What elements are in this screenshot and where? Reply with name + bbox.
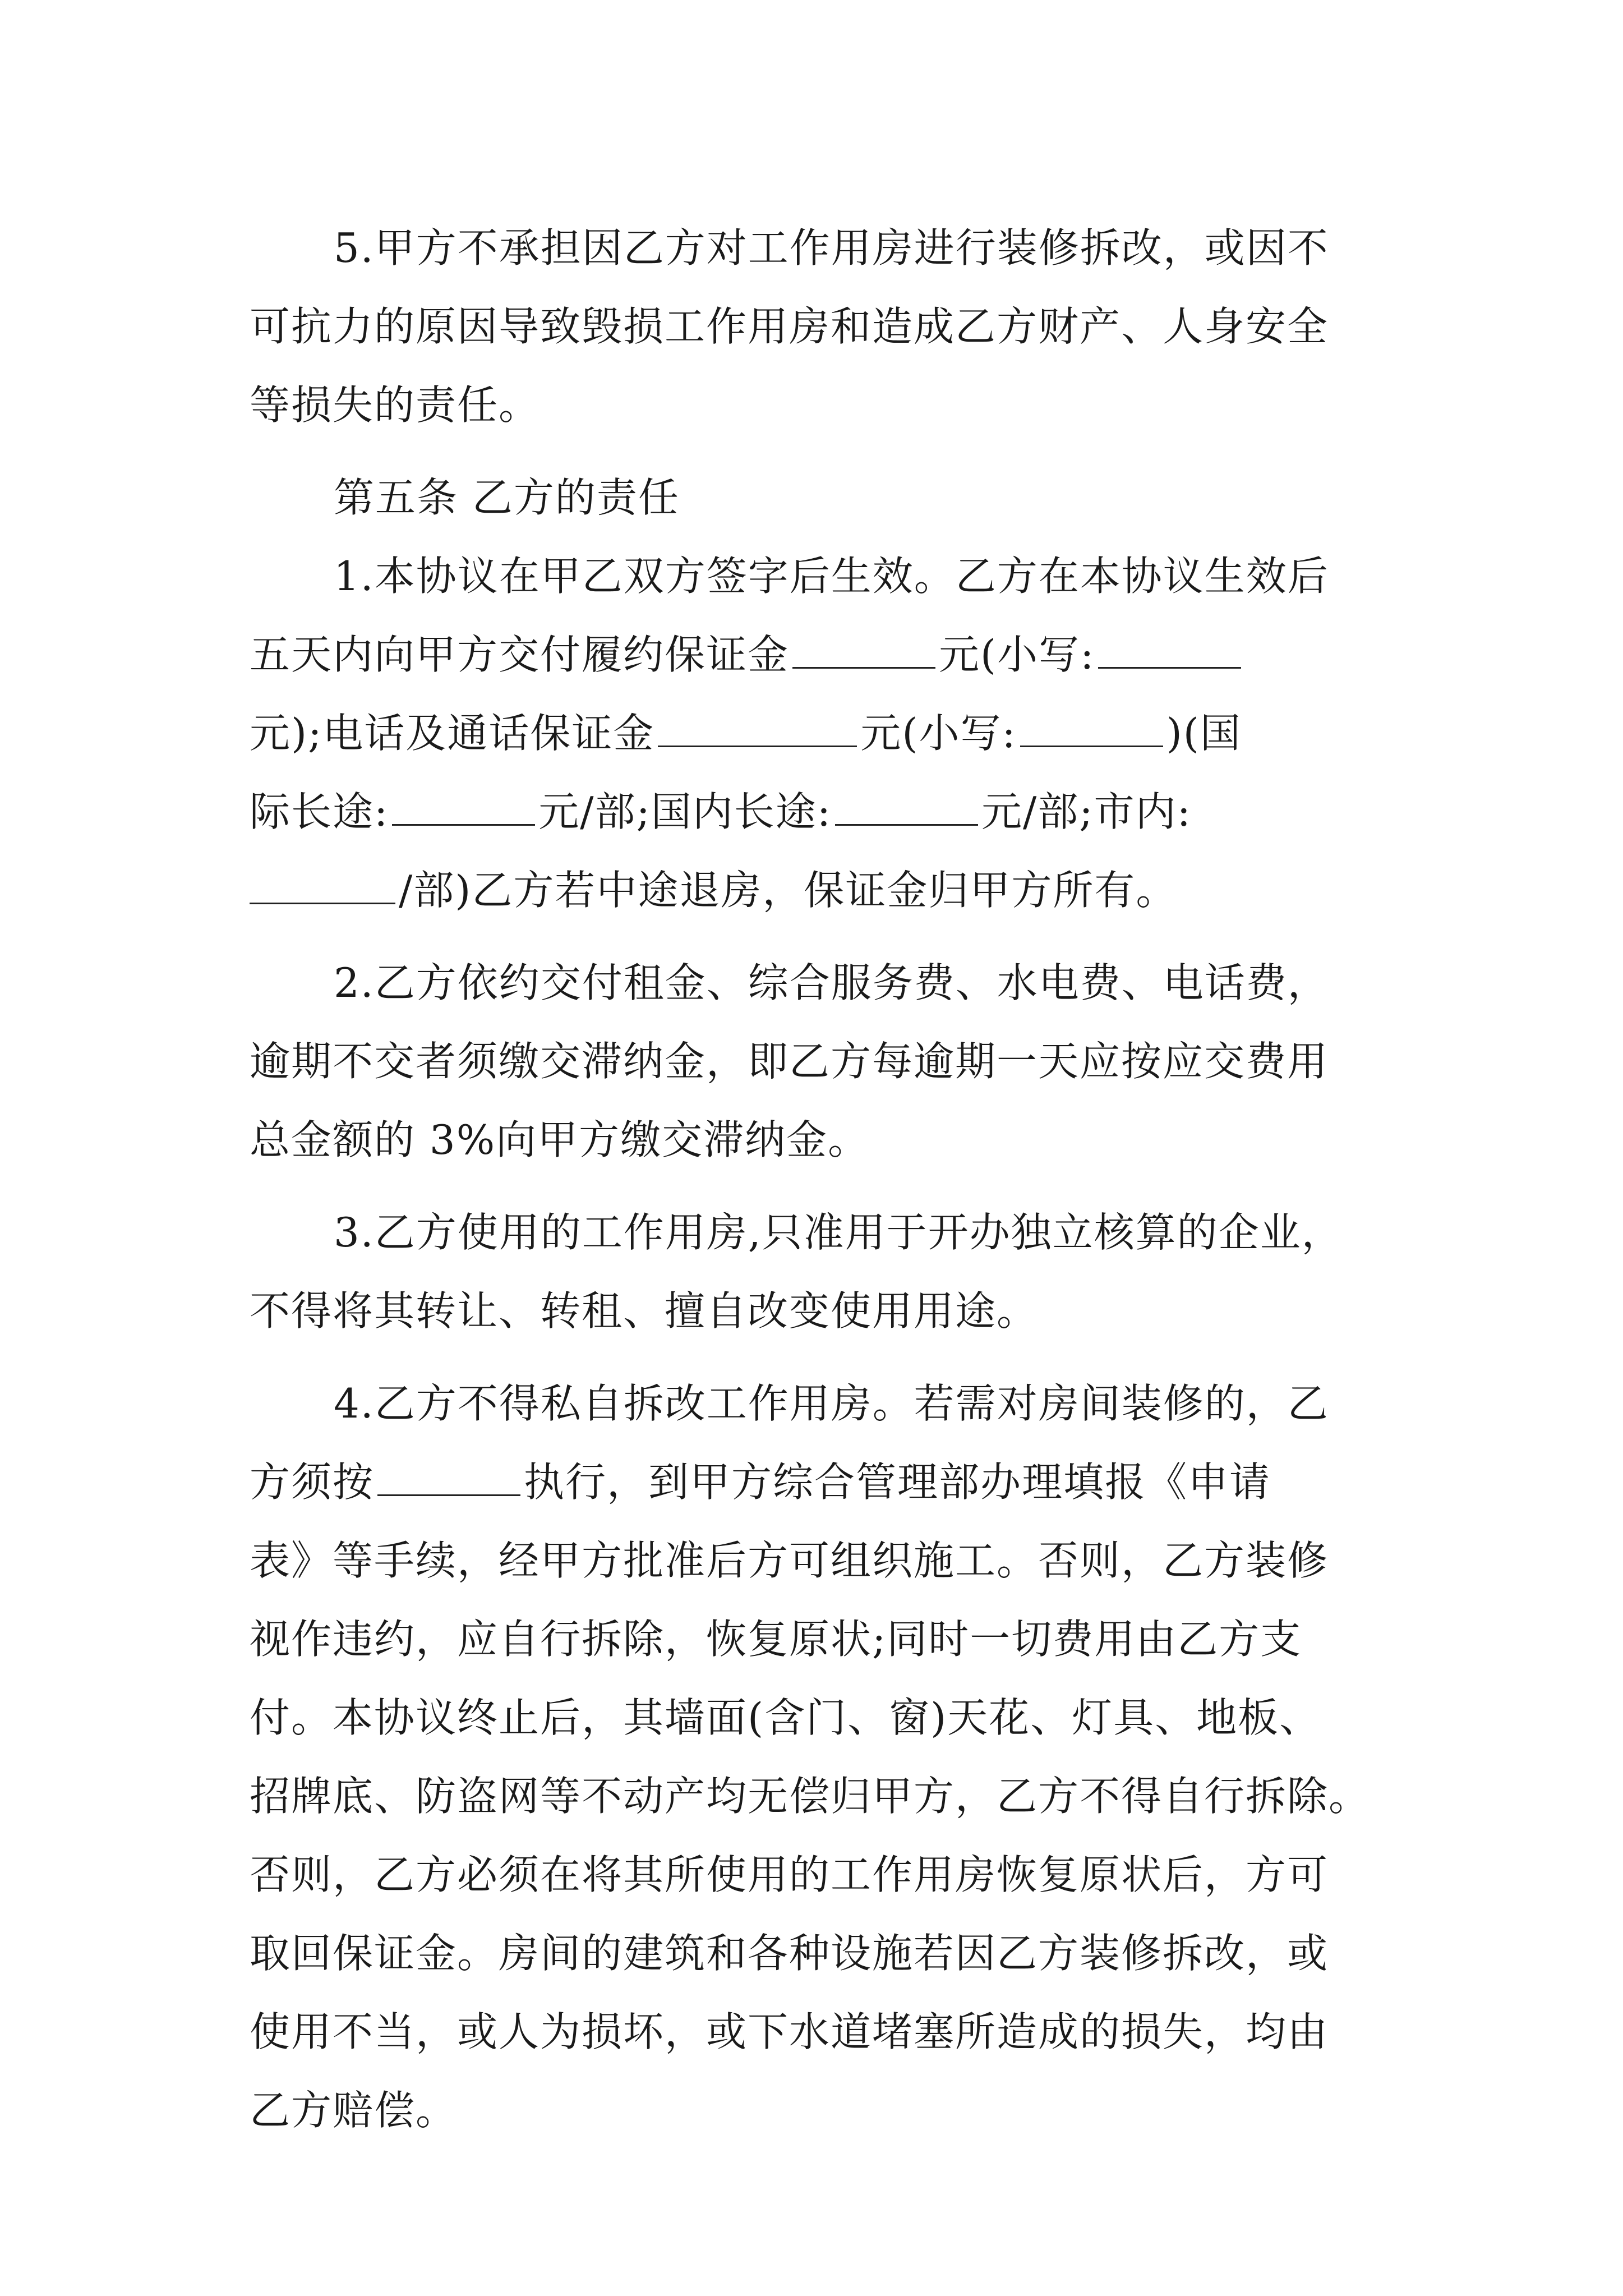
text-line: 4.乙方不得私自拆改工作用房。若需对房间装修的，乙 [334,1380,1329,1427]
text-line [250,851,1388,930]
paragraph-item-4 [250,1364,1388,2150]
text-line: 乙方赔偿。 [250,2087,458,2134]
fill-blank-local [250,868,395,904]
text-line: 3.乙方使用的工作用房,只准用于开办独立核算的企业， [334,1209,1343,1256]
text-line: 不得将其转让、转租、擅自改变使用用途。 [250,1287,1039,1335]
paragraph-clause-5 [250,209,1388,444]
fill-blank-procedure [377,1460,520,1496]
text-line [250,772,1388,851]
text-fragment: 际长途: [250,788,389,835]
text-line: 使用不当，或人为损坏，或下水道堵塞所造成的损失，均由 [250,2008,1329,2055]
text-line: 可抗力的原因导致毁损工作用房和造成乙方财产、人身安全 [250,303,1329,350]
text-fragment: 元);电话及通话保证金 [250,710,655,757]
text-line: 否则，乙方必须在将其所使用的工作用房恢复原状后，方可 [250,1851,1329,1898]
document-page [250,209,1388,2150]
text-line: 视作违约，应自行拆除，恢复原状;同时一切费用由乙方支 [250,1616,1302,1663]
text-line: 1.本协议在甲乙双方签字后生效。乙方在本协议生效后 [334,553,1329,600]
text-line: 招牌底、防盗网等不动产均无偿归甲方，乙方不得自行拆除。 [250,1773,1371,1820]
text-line: 总金额的 3%向甲方缴交滞纳金。 [250,1116,870,1163]
text-line [250,1443,1388,1521]
paragraph-item-2 [250,944,1388,1179]
text-fragment: 执行，到甲方综合管理部办理填报《申请 [524,1458,1271,1506]
fill-blank-deposit [792,632,935,669]
text-line: 2.乙方依约交付租金、综合服务费、水电费、电话费， [334,959,1329,1006]
text-fragment: 元/部;国内长途: [538,788,832,835]
fill-blank-phone-deposit-lowercase [1020,711,1163,747]
section-heading: 第五条 乙方的责任 [334,474,680,521]
text-line: 表》等手续，经甲方批准后方可组织施工。否则，乙方装修 [250,1537,1329,1584]
fill-blank-international [392,789,535,826]
text-line [250,694,1388,772]
text-line: 付。本协议终止后，其墙面(含门、窗)天花、灯具、地板、 [250,1694,1321,1741]
text-line: 等损失的责任。 [250,381,541,429]
text-line: 逾期不交者须缴交滞纳金，即乙方每逾期一天应按应交费用 [250,1038,1329,1085]
text-line: 5.甲方不承担因乙方对工作用房进行装修拆改，或因不 [334,224,1329,272]
text-line [250,615,1388,694]
text-line: 取回保证金。房间的建筑和各种设施若因乙方装修拆改，或 [250,1930,1329,1977]
text-fragment: 元(小写: [860,710,1017,757]
paragraph-item-1 [250,537,1388,930]
text-fragment: /部)乙方若中途退房，保证金归甲方所有。 [399,867,1178,914]
paragraph-item-3 [250,1193,1388,1350]
text-fragment: 五天内向甲方交付履约保证金 [250,631,790,678]
text-fragment: 元(小写: [939,631,1095,678]
text-fragment: 元/部;市内: [981,788,1192,835]
fill-blank-domestic [835,789,978,826]
fill-blank-phone-deposit [658,711,857,747]
text-fragment: )(国 [1166,710,1242,757]
fill-blank-deposit-lowercase [1098,632,1241,669]
text-fragment: 方须按 [250,1458,375,1506]
